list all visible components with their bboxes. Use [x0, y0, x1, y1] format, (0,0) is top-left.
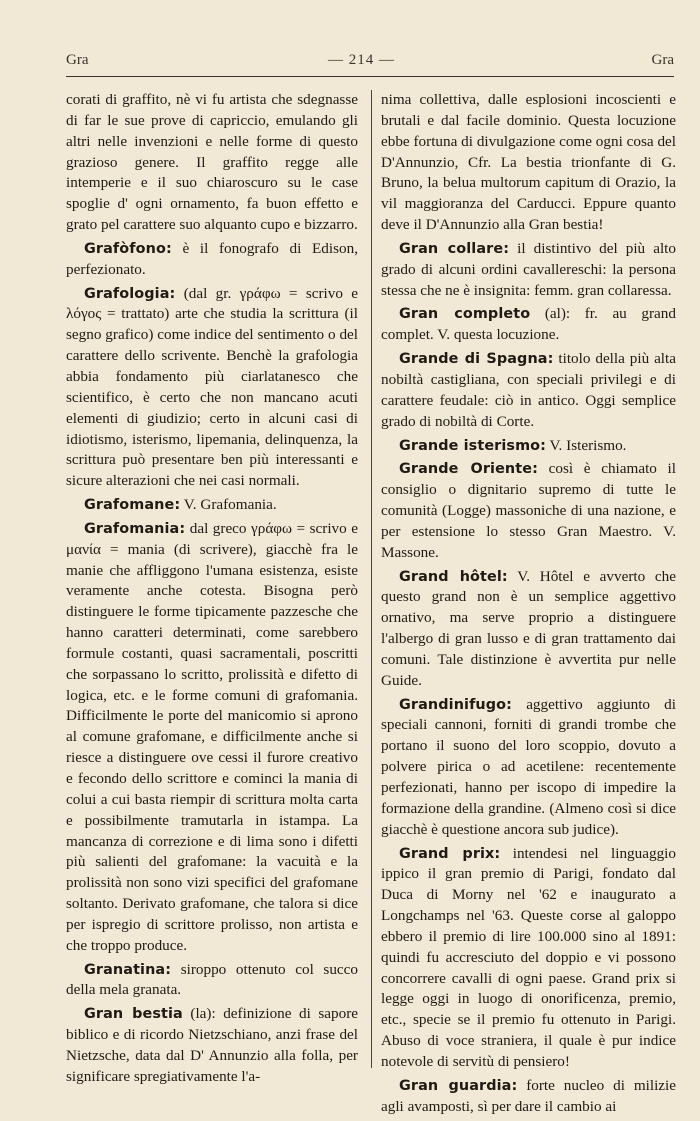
entry-text: aggettivo aggiunto di speciali cannoni, forniti di grandi trombe che portano il suono del loro scoppio, dovuto a polvere pirica o ad acetilene: recentemente perfezionati, hanno per iscopo di impedire la formazione della grandine. (Almeno così si dice giacchè è questione ancora sub judice). — [381, 695, 676, 838]
entry-text: (al): fr. au grand complet. V. questa locuzione. — [381, 305, 676, 344]
entry-text: è il fonografo di Edison, perfezionato. — [66, 239, 358, 278]
entry-headword: Granatina: — [84, 961, 172, 978]
entry-headword: Grande di Spagna: — [399, 351, 554, 368]
entry-headword: Gran completo — [399, 306, 531, 323]
entry-headword: Gran collare: — [399, 240, 510, 257]
entry-text: forte nucleo di milizie agli avamposti, sì per dare il cambio ai — [381, 1076, 677, 1115]
dictionary-entry — [66, 1004, 358, 1087]
entry-headword: Grande Oriente: — [399, 461, 538, 478]
dictionary-entry — [381, 1076, 676, 1118]
entry-text: così è chiamato il consiglio o dignitario supremo di tutte le comunità (Logge) massoniche di una nazione, e per estensione lo stesso Gran Maestro. V. Massone. — [381, 460, 676, 561]
entry-headword: Grande isterismo: — [399, 437, 547, 454]
entry-text: il distintivo del più alto grado di alcuni ordini cavallereschi: la persona stessa che ne è insignita: femm. gran collaressa. — [381, 239, 676, 299]
right-column — [381, 90, 676, 1121]
entry-text: (la): definizione di sapore biblico e di ricordo Nietzschiano, anzi frase del Nietzsche, data dal D' Annunzio alla folla, per significare spregiativamente l'a- — [66, 1005, 359, 1085]
entry-text: corati di graffito, nè vi fu artista che sdegnasse di far le sue prove di capriccio, emulando gli altri nelle invenzioni e nelle forme di questo grazioso genere. Il graffito regge alle intemperie e il suo chiaroscuro su le case spoglie d' ogni ornamento, fa buon effetto e grato pel carattere suo alquanto cupo e bizzarro. — [66, 91, 358, 234]
entry-headword: Grafòfono: — [84, 240, 172, 257]
dictionary-entry — [66, 960, 358, 1002]
dictionary-entry — [66, 519, 358, 957]
entry-headword: Grafomania: — [84, 520, 186, 537]
entry-headword: Grand prix: — [399, 845, 501, 862]
entry-headword: Grand hôtel: — [399, 568, 508, 585]
dictionary-entry — [381, 567, 676, 692]
dictionary-entry — [381, 695, 676, 841]
dictionary-entry — [66, 495, 358, 516]
dictionary-entry — [381, 349, 676, 432]
entry-text: V. Isterismo. — [546, 436, 627, 454]
entry-text: dal greco γράφω = scrivo e μανία = mania (di scrivere), giacchè fra le manie che affliggono l'umana esistenza, esiste veramente anche cotesta. Bisogna però distinguere le forme tipicamente pazzesche che hanno caratteri determinati, come sarebbero formule costanti, quasi sacramentali, poscritti che sorpassano lo scritto, prolissità e difetto di logica, etc. e le forme comuni di grafomania. Difficilmente le porte del manicomio si aprono al comune grafomane, e difficilmente anche si riesce a distinguere ove cessi il furore creativo e fecondo dello scrittore e cominci la mania di colui a cui basta riempir di scrittura molta carta e possibilmente tramutarla in istampa. La mancanza di correzione e di lima sono i difetti più salienti del grafomane: la vacuità e la prolissità non sono vizi specifici del grafomane soltanto. Derivato grafomane, che talora si dice per ispregio di scrittore prolisso, non artista e che troppo produce. — [66, 519, 358, 954]
entry-text: intendesi nel linguaggio ippico il gran premio di Parigi, fondato dal Duca di Morny nel '62 e inaugurato a Longchamps nel '63. Queste corse al galoppo ebbero il premio di lire 100.000 sino al 1891: quindi fu accresciuto del doppio e vi possono concorrere cavalli di ogni paese. Grand prix si legge oggi in luogo di onorificenza, premio, etc., specie se il premio fu ottenuto in Parigi. Abuso di voce straniera, il quale è pur indice notevole di servitù di pensiero! — [381, 844, 676, 1070]
running-head-right: Gra — [651, 52, 674, 68]
page-header — [66, 52, 674, 72]
dictionary-entry — [381, 459, 676, 563]
dictionary-entry — [381, 436, 676, 457]
entry-text: nima collettiva, dalle esplosioni incoscienti e brutali e dal facile dominio. Questa locuzione ebbe fortuna di divulgazione come ogni cosa del D'Annunzio, Cfr. La bestia trionfante di G. Bruno, la belua multorum capitum di Orazio, la vil maggioranza del Carducci. Eppure quanto deve il D'Annunzio alla Gran bestia! — [381, 91, 676, 234]
dictionary-entry — [381, 239, 676, 302]
running-head-left: Gra — [66, 52, 89, 68]
entry-headword: Grafomane: — [84, 497, 181, 514]
left-column — [66, 90, 358, 1091]
entry-headword: Grandinifugo: — [399, 696, 513, 713]
entry-text: V. Hôtel e avverto che questo grand non è un semplice aggettivo ornativo, ma serve proprio a distinguere l'albergo di gran lusso e di gran trattamento dai comuni. Tale distinzione è avvertita pur nelle Guide. — [381, 567, 676, 689]
header-rule — [66, 76, 674, 77]
dictionary-entry — [381, 844, 676, 1073]
entry-text: titolo della più alta nobiltà castigliana, con speciali privilegi e di carattere feudale: ciò in antico. Oggi semplice grado di nobiltà di Corte. — [381, 350, 676, 430]
entry-continuation — [66, 90, 358, 236]
entry-headword: Gran guardia: — [399, 1077, 518, 1094]
dictionary-entry — [66, 284, 358, 492]
entry-continuation — [381, 90, 676, 236]
entry-text: (dal gr. γράφω = scrivo e λόγος = trattato) arte che studia la scrittura (il segno grafico) come indice del sentimento o del carattere dello scrivente. Benchè la grafologia abbia fondamento più ciarlatanesco che scientifico, è certo che non mancano acuti elementi di giudizio; certo in alcuni casi di idiotismo, isterismo, lipemania, delinquenza, la scrittura può presentare ben più interessanti e sicure alterazioni che nei casi normali. — [66, 284, 358, 490]
entry-text: V. Grafomania. — [180, 496, 277, 514]
entry-headword: Grafologia: — [84, 285, 176, 302]
dictionary-entry — [381, 304, 676, 346]
entry-text: siroppo ottenuto col succo della mela granata. — [66, 960, 358, 999]
entry-headword: Gran bestia — [84, 1006, 183, 1023]
column-divider — [371, 90, 372, 1068]
dictionary-entry — [66, 239, 358, 281]
page-number: — 214 — — [328, 52, 395, 68]
